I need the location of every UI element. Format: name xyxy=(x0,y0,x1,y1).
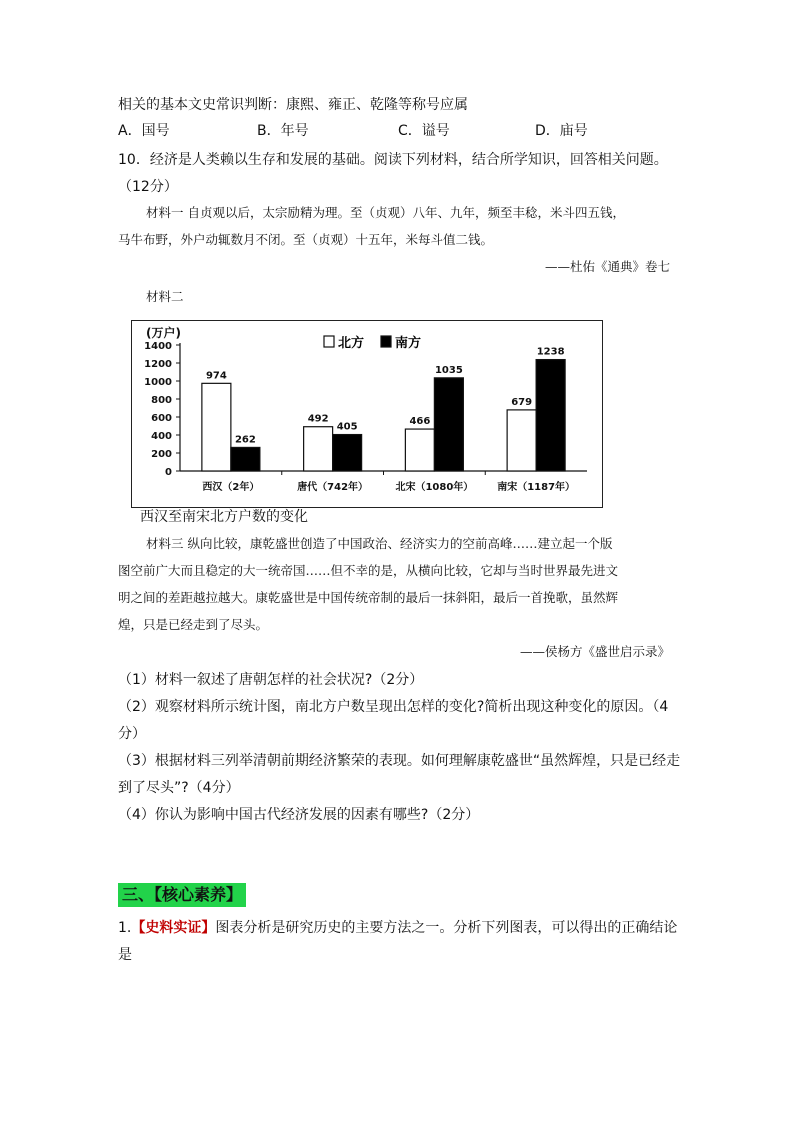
legend-swatch-0 xyxy=(324,336,334,347)
legend-label-0: 北方 xyxy=(338,336,365,351)
x-category-label: 西汉（2年） xyxy=(202,482,260,493)
bar-2-0 xyxy=(405,429,434,471)
bar-3-1 xyxy=(536,360,565,471)
material1-line2: 马牛布野，外户动辄数月不闭。至（贞观）十五年，米每斗值二钱。 xyxy=(118,232,494,247)
household-bar-chart xyxy=(131,320,603,508)
question-2-line2: 分） xyxy=(118,726,146,742)
bar-value-label: 679 xyxy=(511,396,533,408)
question-3-line1: （3）根据材料三列举清朝前期经济繁荣的表现。如何理解康乾盛世“虽然辉煌，只是已经走 xyxy=(118,753,681,769)
question-3-line2: 到了尽头”?（4分） xyxy=(118,780,240,796)
material1-line1: 材料一 自贞观以后，太宗励精为理。至（贞观）八年、九年，频至丰稔，米斗四五钱， xyxy=(146,205,625,220)
intro-line: 相关的基本文史常识判断：康熙、雍正、乾隆等称号应属 xyxy=(118,97,468,113)
material3-source: ——侯杨方《盛世启示录》 xyxy=(519,644,670,659)
y-tick-label: 1000 xyxy=(144,377,172,388)
x-category-label: 北宋（1080年） xyxy=(395,482,474,493)
bar-value-label: 405 xyxy=(336,421,358,433)
bar-value-label: 1238 xyxy=(536,346,565,358)
y-tick-label: 1200 xyxy=(144,359,172,370)
y-tick-label: 400 xyxy=(151,431,172,442)
section-3-title: 三、【核心素养】 xyxy=(118,883,246,907)
y-tick-label: 1400 xyxy=(144,341,172,352)
bar-0-1 xyxy=(231,447,260,471)
option-b[interactable]: B．年号 xyxy=(257,123,309,139)
core-question-text: 图表分析是研究历史的主要方法之一。分析下列图表，可以得出的正确结论 xyxy=(215,920,678,936)
material3-line1: 材料三 纵向比较，康乾盛世创造了中国政治、经济实力的空前高峰……建立起一个版 xyxy=(146,536,613,551)
y-axis-unit-label: (万户) xyxy=(146,326,181,340)
legend-swatch-1 xyxy=(381,336,391,347)
y-tick-label: 0 xyxy=(165,467,172,478)
core-question-1 xyxy=(118,918,677,938)
bar-value-label: 262 xyxy=(234,434,256,446)
material2-label: 材料二 xyxy=(146,289,184,304)
material3-line4: 煌，只是已经走到了尽头。 xyxy=(118,617,269,632)
bar-value-label: 466 xyxy=(409,416,431,428)
material3-line2: 图空前广大而且稳定的大一统帝国……但不幸的是，从横向比较，它却与当时世界最先进文 xyxy=(118,563,619,578)
y-tick-label: 200 xyxy=(151,449,172,460)
material1-source: ——杜佑《通典》卷七 xyxy=(544,259,670,274)
core-question-number: 1. xyxy=(118,920,132,936)
chart-canvas xyxy=(132,321,602,507)
option-c[interactable]: C．谥号 xyxy=(398,123,450,139)
y-tick-label: 600 xyxy=(151,413,172,424)
option-a[interactable]: A．国号 xyxy=(118,123,170,139)
bar-value-label: 974 xyxy=(205,370,227,382)
core-question-cont: 是 xyxy=(118,947,132,963)
x-category-label: 南宋（1187年） xyxy=(497,482,576,493)
question-10-stem: 10．经济是人类赖以生存和发展的基础。阅读下列材料，结合所学知识，回答相关问题。 xyxy=(118,152,668,168)
bar-value-label: 1035 xyxy=(434,364,463,376)
y-tick-label: 800 xyxy=(151,395,172,406)
bar-2-1 xyxy=(434,378,463,471)
question-10-score: （12分） xyxy=(118,179,178,195)
bar-3-0 xyxy=(507,410,536,471)
bar-1-1 xyxy=(333,435,362,471)
bar-value-label: 492 xyxy=(307,413,329,425)
chart-caption: 西汉至南宋北方户数的变化 xyxy=(140,509,308,525)
question-4: （4）你认为影响中国古代经济发展的因素有哪些?（2分） xyxy=(118,807,480,823)
material3-line3: 明之间的差距越拉越大。康乾盛世是中国传统帝制的最后一抹斜阳，最后一首挽歌，虽然辉 xyxy=(118,590,619,605)
chart-legend xyxy=(324,335,421,351)
core-question-tag: 【史料实证】 xyxy=(131,920,216,936)
bar-1-0 xyxy=(304,427,333,471)
question-2-line1: （2）观察材料所示统计图，南北方户数呈现出怎样的变化?简析出现这种变化的原因。（4 xyxy=(118,699,669,715)
question-1: （1）材料一叙述了唐朝怎样的社会状况?（2分） xyxy=(118,672,424,688)
x-category-label: 唐代（742年） xyxy=(297,482,369,493)
option-d[interactable]: D．庙号 xyxy=(535,123,588,139)
bar-0-0 xyxy=(202,383,231,471)
legend-label-1: 南方 xyxy=(395,336,422,351)
